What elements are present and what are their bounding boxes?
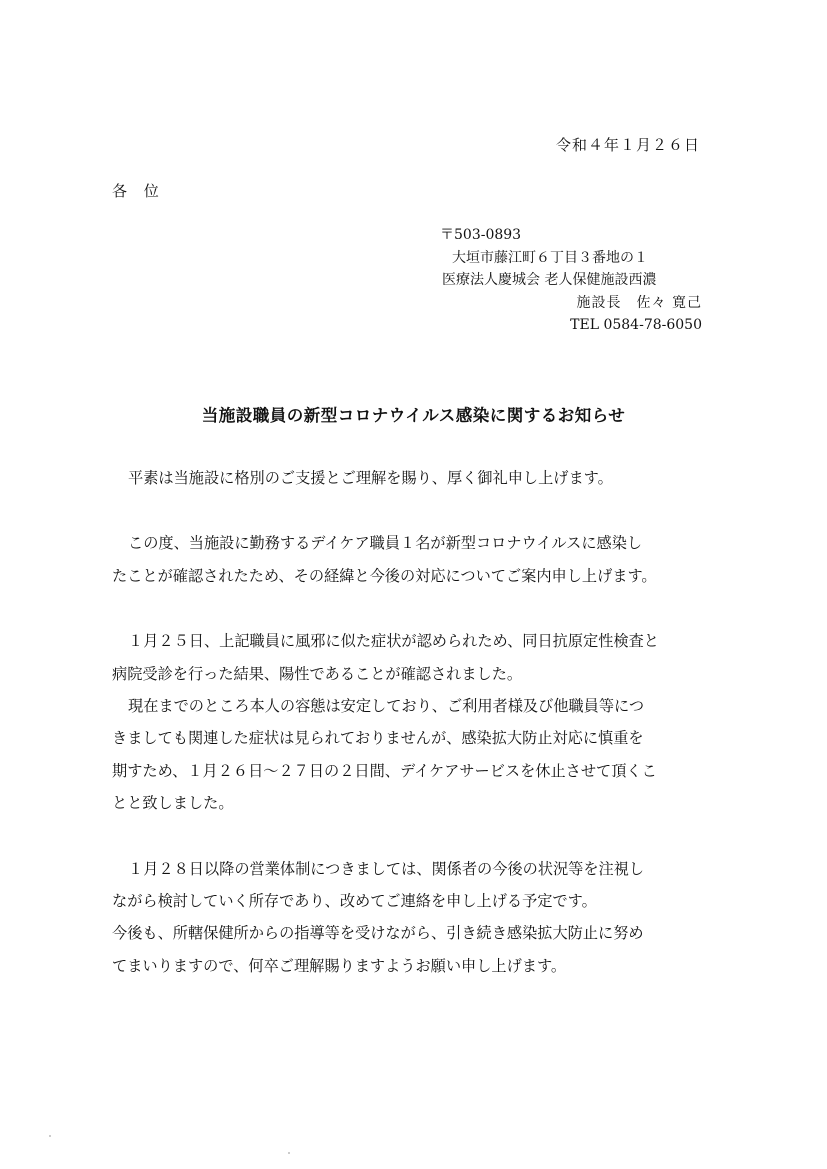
document-title: 当施設職員の新型コロナウイルス感染に関するお知らせ — [201, 406, 626, 425]
sender-organization: 医療法人慶城会 老人保健施設西濃 — [442, 272, 657, 288]
sender-facility-head: 施設長 佐々 寛己 — [576, 294, 702, 311]
paragraph-spacer — [112, 820, 702, 853]
paragraph-spacer — [112, 494, 702, 527]
paragraph-4-line-2: きましても関連した症状は見られておりませんが、感染拡大防止対応に慎重を — [112, 729, 644, 748]
paragraph-5-line-1: １月２８日以降の営業体制につきましては、関係者の今後の状況等を注視し — [128, 859, 645, 878]
paragraph-spacer — [112, 592, 702, 625]
paragraph-4-line-1: 現在までのところ本人の容態は安定しており、ご利用者様及び他職員等につ — [128, 696, 645, 715]
paragraph-1-line-1: 平素は当施設に格別のご支援とご理解を賜り、厚く御礼申し上げます。 — [128, 469, 613, 487]
sender-telephone: TEL 0584-78-6050 — [570, 317, 702, 333]
document-date: 令和４年１月２６日 — [555, 136, 700, 154]
paragraph-5-line-3: 今後も、所轄保健所からの指導等を受けながら、引き続き感染拡大防止に努め — [112, 924, 644, 943]
sender-address: 大垣市藤江町６丁目３番地の１ — [452, 249, 648, 266]
paragraph-3-line-1: １月２５日、上記職員に風邪に似た症状が認められため、同日抗原定性検査と — [128, 632, 659, 651]
scan-speck — [49, 1135, 51, 1137]
document-body — [112, 462, 702, 982]
paragraph-3-line-2: 病院受診を行った結果、陽性であることが確認されました。 — [112, 664, 523, 683]
sender-postal-code: 〒503-0893 — [440, 227, 522, 243]
paragraph-5-line-4: てまいりますので、何卒ご理解賜りますようお願い申し上げます。 — [112, 956, 567, 975]
paragraph-2-line-1: この度、当施設に勤務するデイケア職員１名が新型コロナウイルスに感染し — [128, 534, 643, 553]
paragraph-5-line-2: ながら検討していく所存であり、改めてご連絡を申し上げる予定です。 — [112, 891, 597, 910]
scan-speck — [288, 1152, 290, 1154]
paragraph-4-line-3: 期すため、１月２６日～２７日の２日間、デイケアサービスを休止させて頂くこ — [112, 761, 657, 780]
paragraph-2-line-2: たことが確認されたため、その経緯と今後の対応についてご案内申し上げます。 — [112, 566, 657, 585]
recipient-line: 各 位 — [112, 182, 165, 200]
sender-block — [440, 224, 702, 337]
paragraph-4-line-4: とと致しました。 — [112, 794, 234, 813]
